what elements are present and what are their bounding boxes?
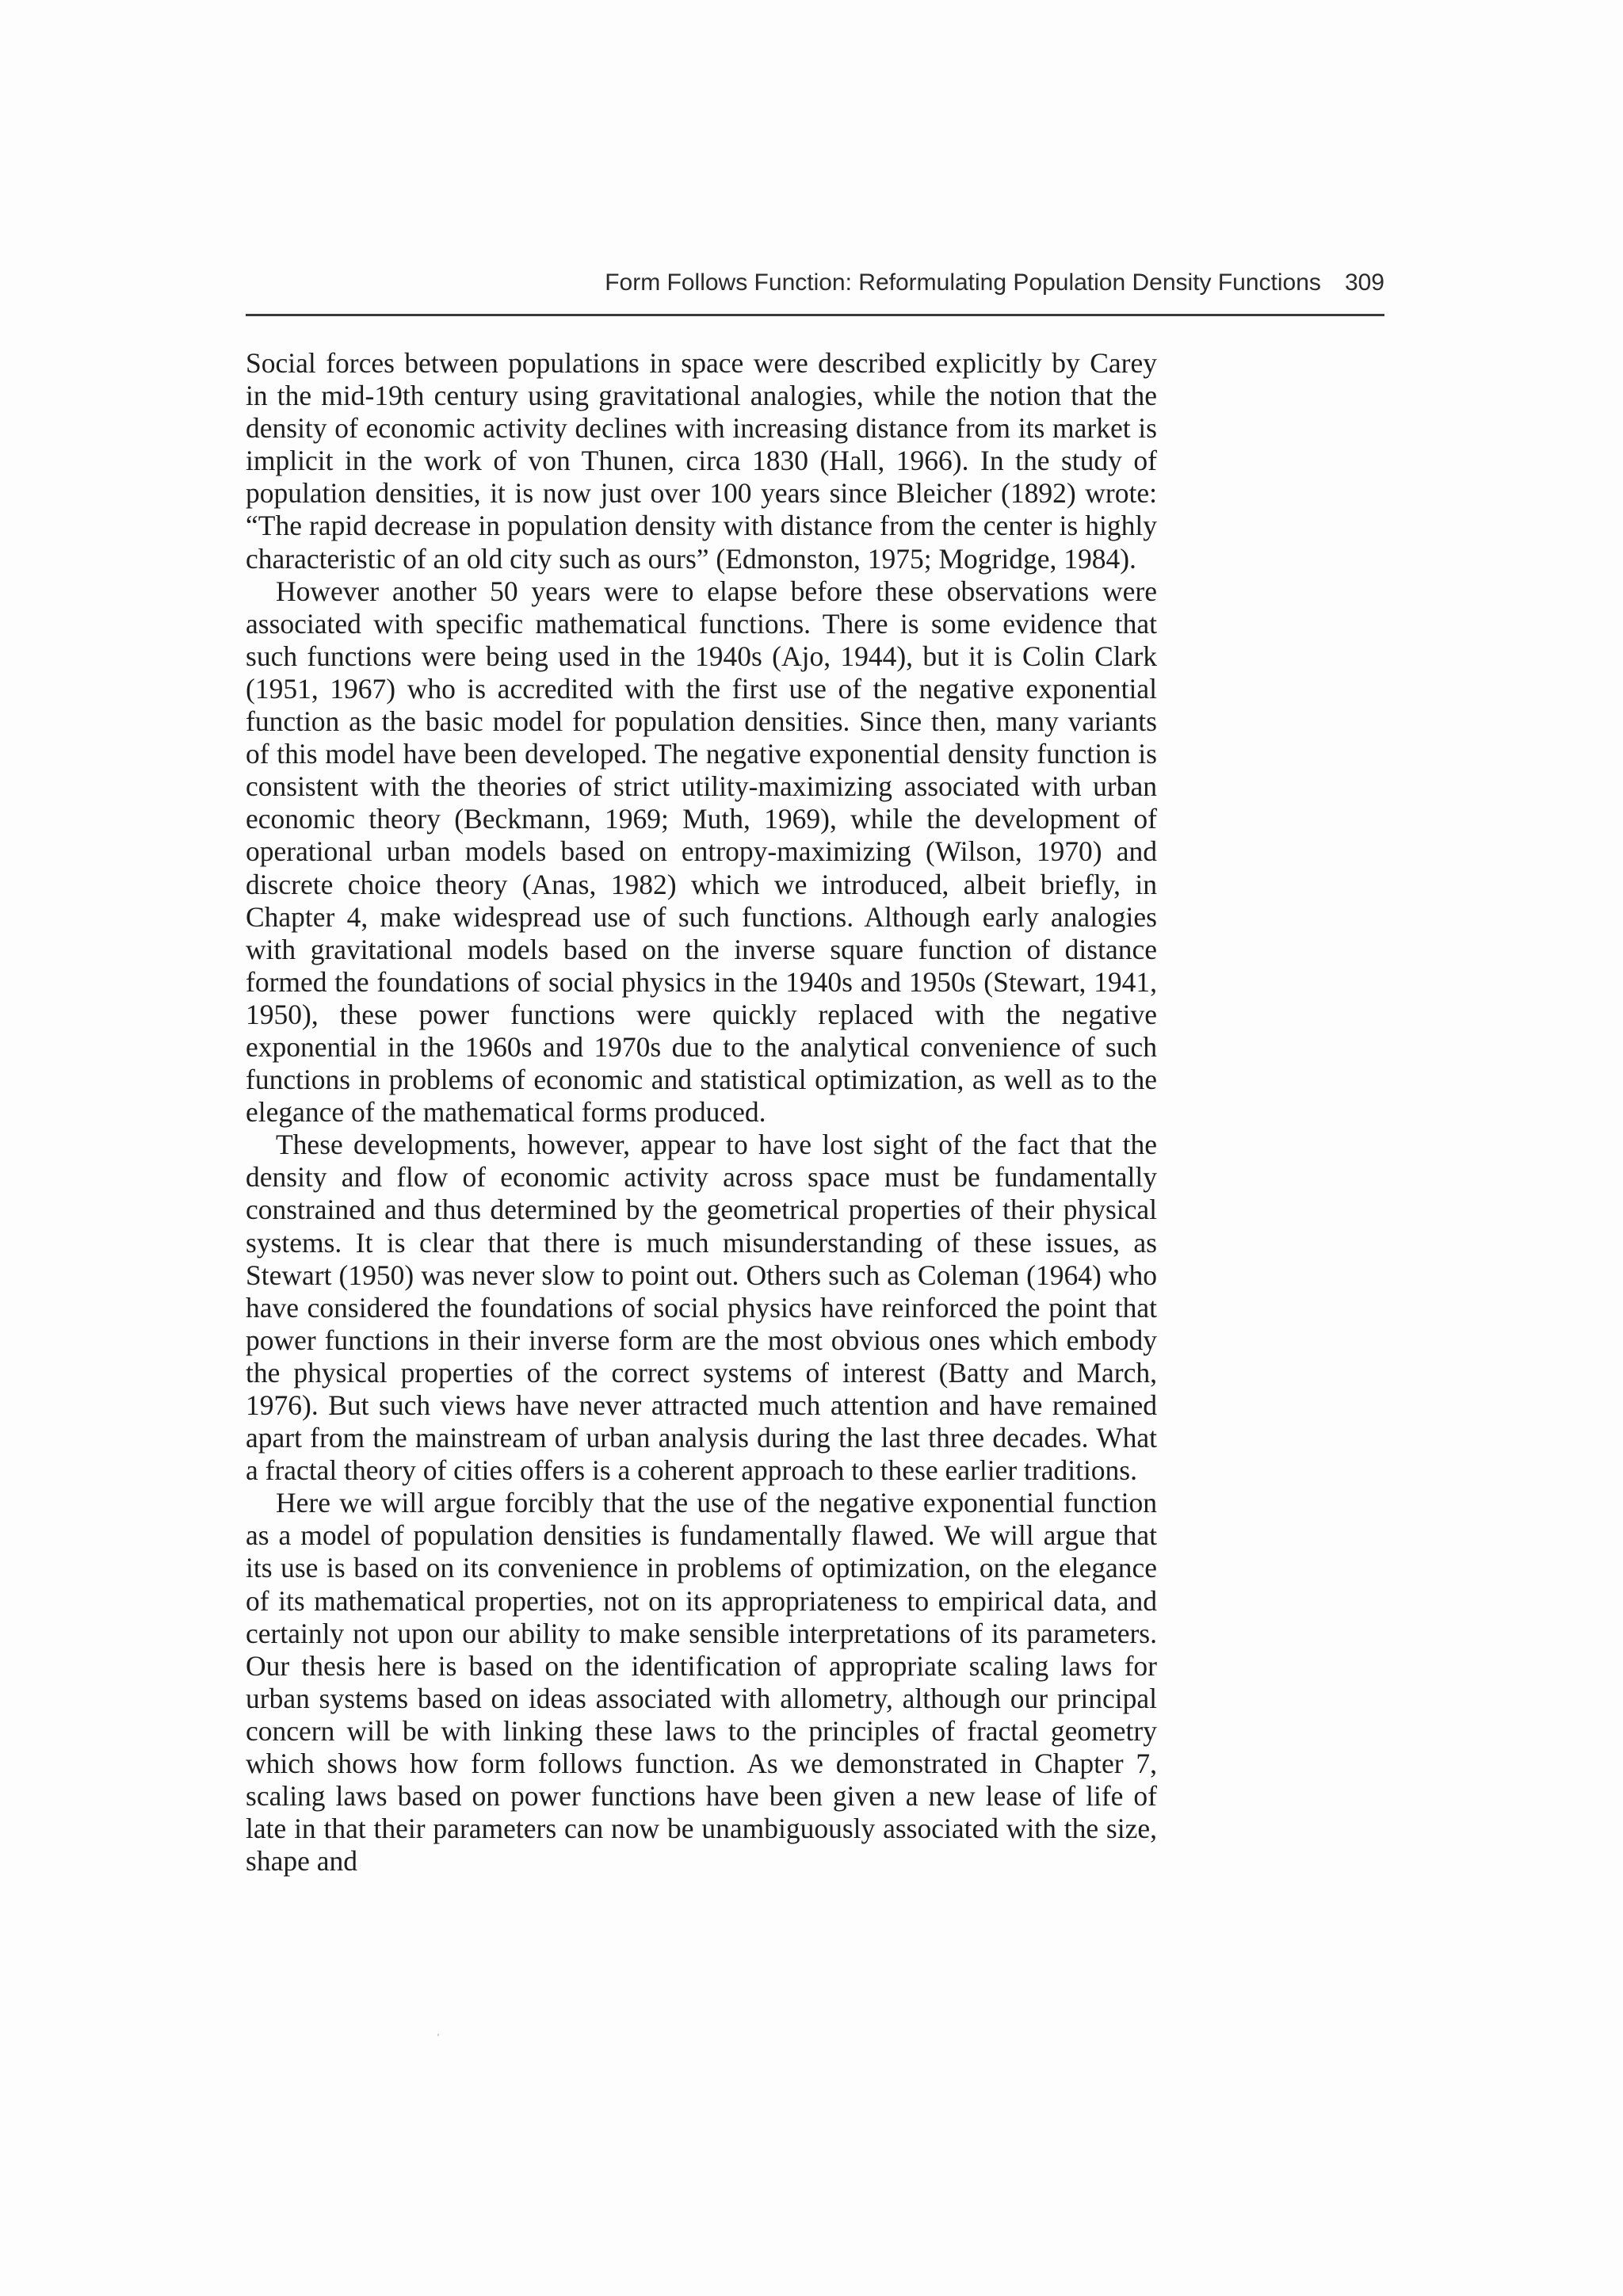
paragraph: These developments, however, appear to have lost sight of the fact that the density and flow of economic activity across space must be fundamentally constrained and thus determined by the geometrical properties of their physical systems. It is clear that there is much misunderstanding of these issues, as Stewart (1950) was never slow to point out. Others such as Coleman (1964) who have considered the foundations of social physics have reinforced the point that power functions in their inverse form are the most obvious ones which embody the physical properties of the correct systems of interest (Batty and March, 1976). But such views have never attracted much attention and have remained apart from the mainstream of urban analysis during the last three decades. What a fractal theory of cities offers is a coherent approach to these earlier traditions. xyxy=(246,1129,1157,1487)
paragraph: However another 50 years were to elapse before these observations were associated with specific mathematical functions. There is some evidence that such functions were being used in the 1940s (Ajo, 1944), but it is Colin Clark (1951, 1967) who is accredited with the first use of the negative exponential function as the basic model for population densities. Since then, many variants of this model have been developed. The negative exponential density function is consistent with the theories of strict utility-maximizing associated with urban economic theory (Beckmann, 1969; Muth, 1969), while the development of operational urban models based on entropy-maximizing (Wilson, 1970) and discrete choice theory (Anas, 1982) which we introduced, albeit briefly, in Chapter 4, make widespread use of such functions. Although early analogies with gravitational models based on the inverse square function of distance formed the foundations of social physics in the 1940s and 1950s (Stewart, 1941, 1950), these power functions were quickly replaced with the negative exponential in the 1960s and 1970s due to the analytical convenience of such functions in problems of economic and statistical optimization, as well as to the elegance of the mathematical forms produced. xyxy=(246,575,1157,1129)
paragraph: Social forces between populations in space were described explicitly by Carey in the mid-19th century using gravitational analogies, while the notion that the density of economic activity declines with increasing distance from its market is implicit in the work of von Thunen, circa 1830 (Hall, 1966). In the study of population densities, it is now just over 100 years since Bleicher (1892) wrote: “The rapid decrease in population density with distance from the center is highly characteristic of an old city such as ours” (Edmonston, 1975; Mogridge, 1984). xyxy=(246,347,1157,575)
body-text xyxy=(246,347,1157,1878)
scan-speck xyxy=(437,2034,439,2036)
page-number: 309 xyxy=(1344,269,1384,296)
header-rule xyxy=(246,314,1384,316)
paragraph: Here we will argue forcibly that the use of the negative exponential function as a model of population densities is fundamentally flawed. We will argue that its use is based on its convenience in problems of optimization, on the elegance of its mathematical properties, not on its appropriateness to empirical data, and certainly not upon our ability to make sensible interpretations of its parameters. Our thesis here is based on the identification of appropriate scaling laws for urban systems based on ideas associated with allometry, although our principal concern will be with linking these laws to the principles of fractal geometry which shows how form follows function. As we demonstrated in Chapter 7, scaling laws based on power functions have been given a new lease of life of late in that their parameters can now be unambiguously associated with the size, shape and xyxy=(246,1487,1157,1878)
running-head xyxy=(246,269,1384,303)
running-head-title: Form Follows Function: Reformulating Population Density Functions xyxy=(605,269,1321,296)
